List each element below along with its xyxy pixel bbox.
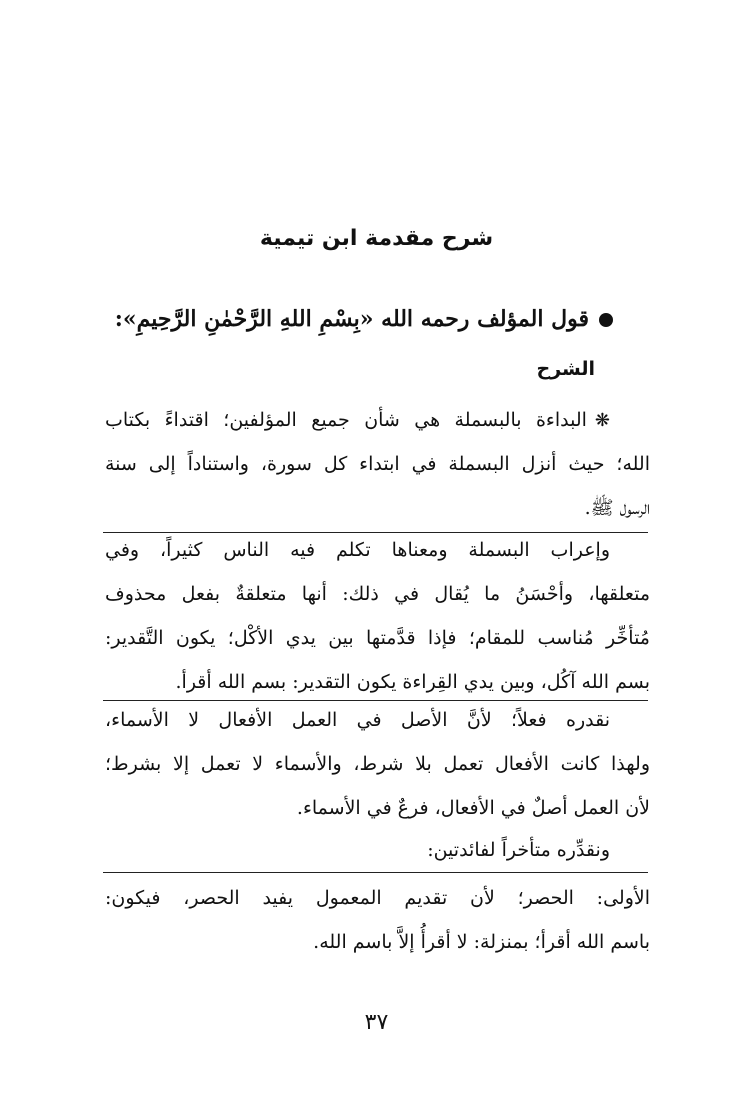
section-heading: الشرح [536, 358, 595, 380]
paragraph-5 [105, 876, 650, 964]
page-number: ٣٧ [364, 1010, 389, 1035]
intro-text: قول المؤلف رحمه الله «بِسْمِ اللهِ الرَّحْمٰنِ الرَّحِيمِ»: [114, 306, 589, 332]
text-line: الله؛ حيث أنزل البسملة في ابتداء كل سورة، واستناداً إلى سنة [105, 453, 650, 475]
text-line: مُتأخِّر مُناسب للمقام؛ فإذا قدَّمتها بين يدي الأكْل؛ يكون التَّقدير: [105, 627, 650, 649]
paragraph-2 [105, 528, 650, 704]
text-line: ولهذا كانت الأفعال تعمل بلا شرط، والأسماء لا تعمل إلا بشرط؛ [105, 753, 650, 775]
bullet-icon [599, 313, 613, 327]
text-line: لأن العمل أصلٌ في الأفعال، فرعٌ في الأسماء. [296, 797, 650, 819]
intro-line [115, 306, 613, 332]
text-line: نقدره فعلاً؛ لأنَّ الأصل في العمل الأفعال لا الأسماء، [105, 709, 610, 731]
text-line: وإعراب البسملة ومعناها تكلم فيه الناس كثيراً، وفي [105, 539, 610, 561]
text-line: باسم الله أقرأ؛ بمنزلة: لا أقرأُ إلاَّ باسم الله. [313, 931, 650, 953]
text-line: متعلقها، وأحْسَنُ ما يُقال في ذلك: أنها متعلقةٌ بفعل محذوف [105, 583, 650, 605]
text-line: الأولى: الحصر؛ لأن تقديم المعمول يفيد الحصر، فيكون: [105, 887, 650, 909]
text-line: ونقدِّره متأخراً لفائدتين: [427, 839, 610, 861]
star-icon: ❋ [594, 410, 610, 431]
divider [103, 872, 648, 873]
paragraph-1 [105, 398, 650, 530]
page-title: شرح مقدمة ابن تيمية [259, 226, 494, 251]
paragraph-4 [105, 828, 650, 872]
paragraph-3 [105, 698, 650, 830]
text-line: بسم الله آكُل، وبين يدي القِراءة يكون التقدير: بسم الله أقرأ. [175, 671, 650, 693]
text-line: الرسول ﷺ. [584, 497, 650, 519]
text-line: ❋البداءة بالبسملة هي شأن جميع المؤلفين؛ اقتداءً بكتاب [105, 409, 610, 431]
